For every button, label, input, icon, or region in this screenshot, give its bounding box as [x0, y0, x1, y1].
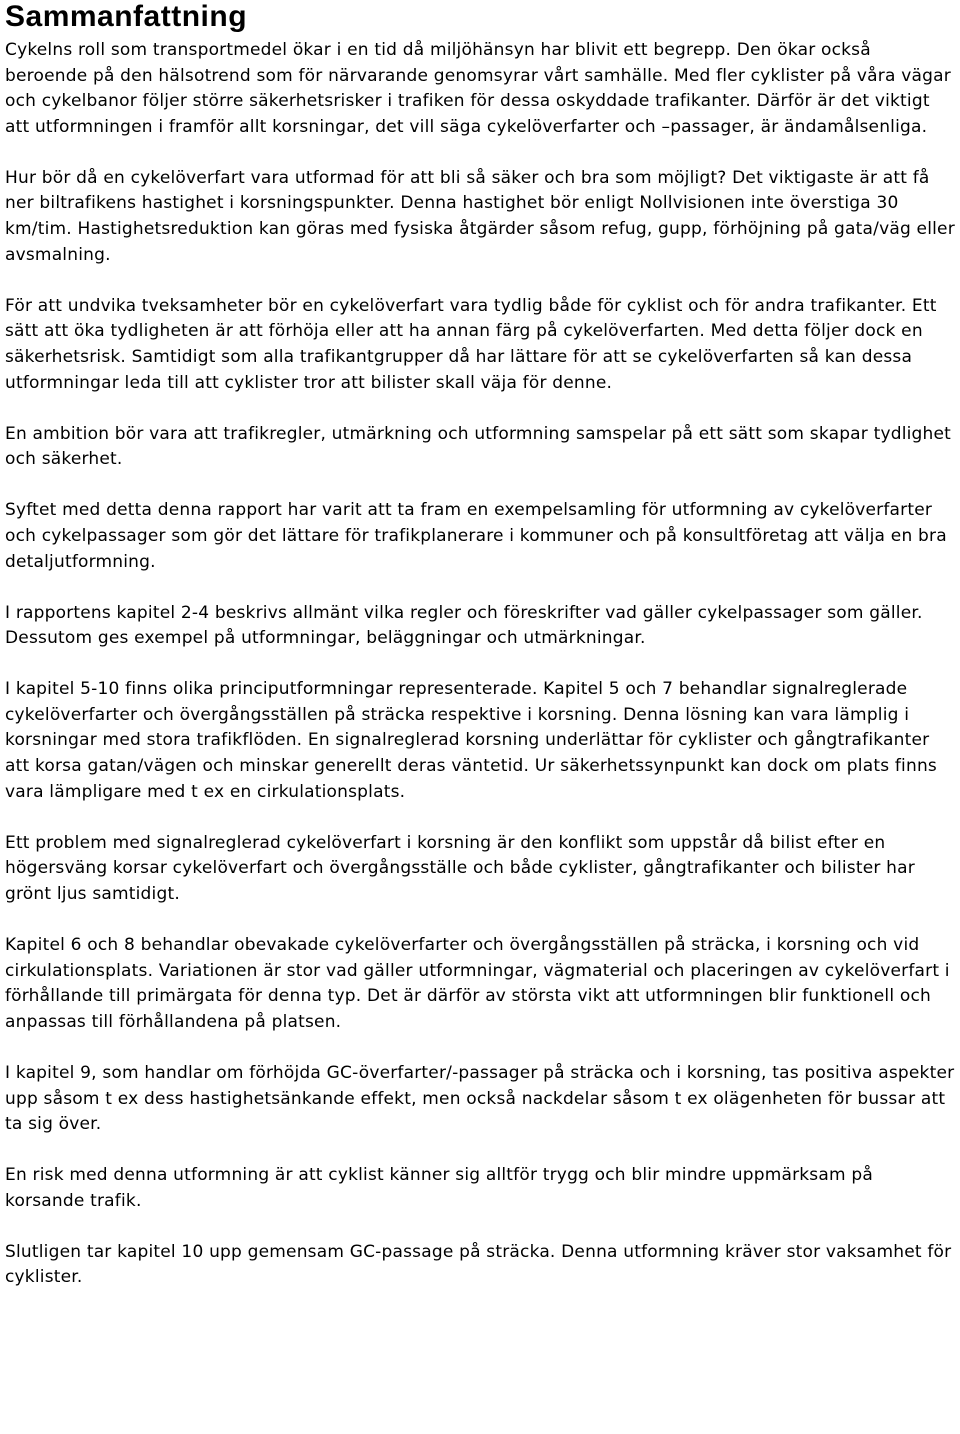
page-title: Sammanfattning: [5, 0, 248, 33]
paragraph-purpose: Syftet med detta denna rapport har varit att ta fram en exempelsamling för utformning av cykelöverfarter och cykelpassager som gör det lättare för trafikplanerare i kommuner och på konsultföretag att välja en bra detaljutformning.: [5, 500, 947, 572]
paragraph-chapters-6-8: Kapitel 6 och 8 behandlar obevakade cykelöverfarter och övergångsställen på sträcka, i korsning och vid cirkulationsplats. Variationen är stor vad gäller utformningar, vägmaterial och placeringen av cykelöverfart i förhållande till primärgata för denna typ. Det är därför av största vikt att utformningen blir funktionell och anpassas till förhållandena på platsen.: [5, 935, 950, 1032]
paragraph-risk: En risk med denna utformning är att cyklist känner sig alltför trygg och blir mindre uppmärksam på korsande trafik.: [5, 1165, 873, 1211]
paragraph-design-question: Hur bör då en cykelöverfart vara utformad för att bli så säker och bra som möjligt? Det viktigaste är att få ner biltrafikens hastighet i korsningspunkter. Denna hastighet bör enligt Nollvisionen inte överstiga 30 km/tim. Hastighetsreduktion kan göras med fysiska åtgärder såsom refug, gupp, förhöjning på gata/väg eller avsmalning.: [5, 167, 955, 265]
paragraph-chapter-10: Slutligen tar kapitel 10 upp gemensam GC-passage på sträcka. Denna utformning kräver stor vaksamhet för cyklister.: [5, 1241, 952, 1288]
paragraph-clarity: För att undvika tveksamheter bör en cykelöverfart vara tydlig både för cyklist och för andra trafikanter. Ett sätt att öka tydligheten är att förhöja eller att ha annan färg på cykelöverfarten. Med detta följer dock en säkerhetsrisk. Samtidigt som alla trafikantgrupper då har lättare för att se cykelöverfarten så kan dessa utformningar leda till att cyklister tror att bilister skall väja för denne.: [5, 295, 937, 393]
paragraph-signal-problem: Ett problem med signalreglerad cykelöverfart i korsning är den konflikt som uppstår då bilist efter en högersväng korsar cykelöverfart och övergångsställe och både cyklister, gångtrafikanter och bilister har grönt ljus samtidigt.: [5, 832, 915, 904]
paragraph-intro: Cykelns roll som transportmedel ökar i en tid då miljöhänsyn har blivit ett begrepp. Den ökar också beroende på den hälsotrend som för närvarande genomsyrar vårt samhälle. Med fler cyklister på våra vägar och cykelbanor följer större säkerhetsrisker i trafiken för dessa oskyddade trafikanter. Därför är det viktigt att utformningen i framför allt korsningar, det vill säga cykelöverfarter och –passager, är ändamålsenliga.: [5, 40, 951, 137]
paragraph-chapters-5-10: I kapitel 5-10 finns olika principutformningar representerade. Kapitel 5 och 7 behandlar signalreglerade cykelöverfarter och övergångsställen på sträcka respektive i korsning. Denna lösning kan vara lämplig i korsningar med stora trafikflöden. En signalreglerad korsning underlättar för cyklister och gångtrafikanter att korsa gatan/vägen och minskar generellt deras väntetid. Ur säkerhetssynpunkt kan dock om plats finns vara lämpligare med t ex en cirkulationsplats.: [5, 679, 937, 802]
paragraph-chapters-2-4: I rapportens kapitel 2-4 beskrivs allmänt vilka regler och föreskrifter vad gäller cykelpassager som gäller. Dessutom ges exempel på utformningar, beläggningar och utmärkningar.: [5, 602, 923, 649]
paragraph-ambition: En ambition bör vara att trafikregler, utmärkning och utformning samspelar på ett sätt som skapar tydlighet och säkerhet.: [5, 423, 952, 470]
paragraph-chapter-9: I kapitel 9, som handlar om förhöjda GC-överfarter/-passager på sträcka och i korsning, tas positiva aspekter upp såsom t ex dess hastighetsänkande effekt, men också nackdelar såsom t ex olägenheten för bussar att ta sig över.: [5, 1062, 955, 1135]
